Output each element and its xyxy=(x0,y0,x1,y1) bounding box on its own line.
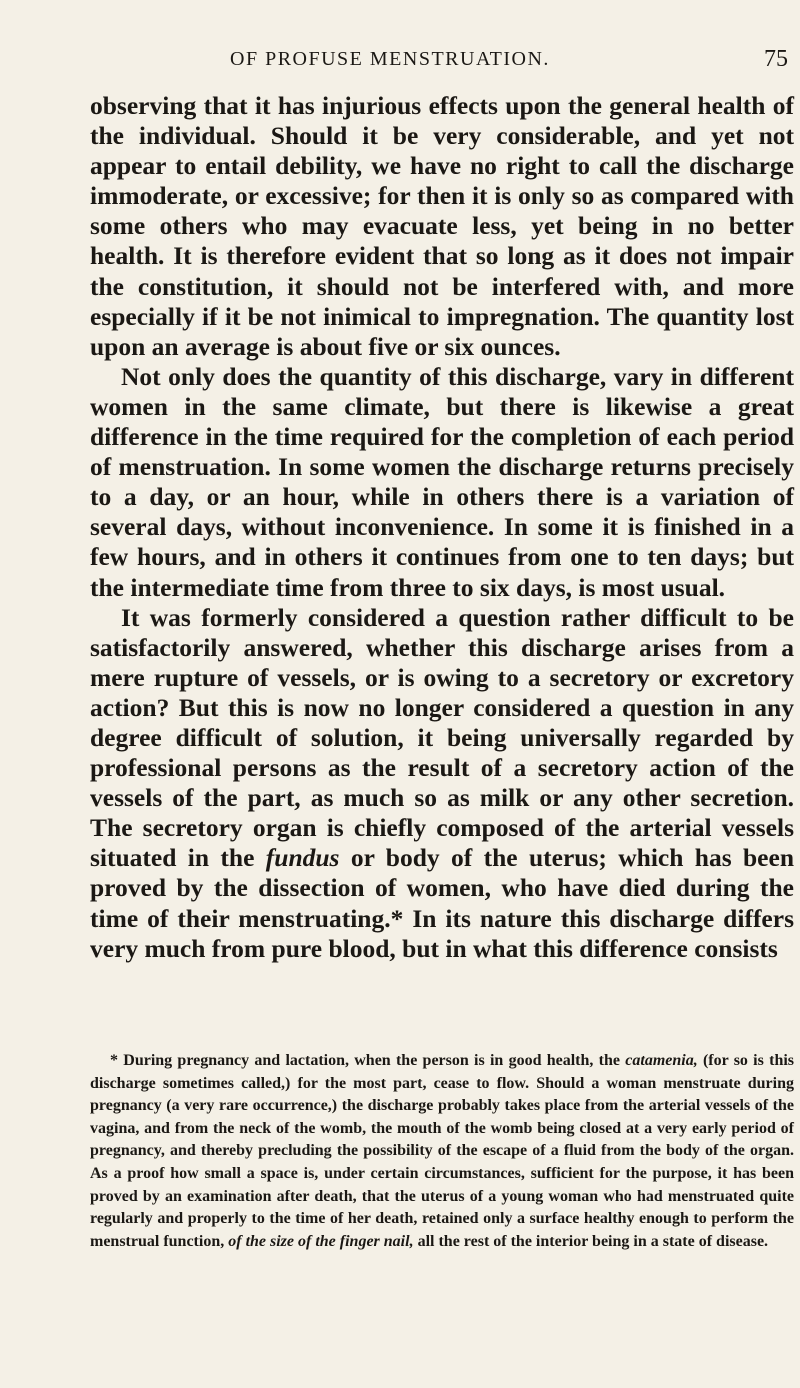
paragraph-2: Not only does the quantity of this discharge, vary in different women in the same climate, but there is likewise a great difference in the time required for the completion of each period of menstruation. In some women the discharge returns precisely to a day, or an hour, while in others there is a variation of several days, without inconvenience. In some it is finished in a few hours, and in others it continues from one to ten days; but the intermediate time from three to six days, is most usual. xyxy=(90,361,794,602)
catamenia-italic: catamenia, xyxy=(625,1052,698,1069)
running-title: OF PROFUSE MENSTRUATION. xyxy=(230,48,550,70)
paragraph-1: observing that it has injurious effects upon the general health of the individual. Should it be very considerable, and yet not appear to entail debility, we have no right to call the discharge immoderate, or excessive; for then it is only so as compared with some others who may evacuate less, yet being in no better health. It is therefore evident that so long as it does not impair the constitution, it should not be interfered with, and more especially if it be not inimical to impregnation. The quantity lost upon an average is about five or six ounces. xyxy=(90,91,794,361)
footnote-part-c: all the rest of the interior being in a state of disease. xyxy=(417,1232,769,1250)
paragraph-3 xyxy=(90,603,794,964)
fundus-italic: fundus xyxy=(265,843,340,873)
footnote xyxy=(90,1050,794,1253)
footnote-part-b: (for so is this discharge sometimes called,) for the most part, cease to flow. Should a woman menstruate during pregnancy (a very rare occurrence,) the discharge probably takes place from the arterial vessels of the vagina, and from the neck of the womb, the mouth of the womb being closed at a very early period of pregnancy, and thereby precluding the possibility of the escape of a fluid from the body of the organ. As a proof how small a space is, under certain circumstances, sufficient for the purpose, it has been proved by an examination after death, that the uterus of a young woman who had menstruated quite regularly and properly to the time of her death, retained only a surface healthy enough to perform the menstrual function, xyxy=(90,1052,795,1250)
paragraph-3-part-a: It was formerly considered a question rather difficult to be satisfactorily answered, whether this discharge arises from a mere rupture of vessels, or is owing to a secretory or excretory action? But this is now no longer considered a question in any degree difficult of solution, it being universally regarded by professional persons as the result of a secretory action of the vessels of the part, as much so as milk or any other secretion. The secretory organ is chiefly composed of the arterial vessels situated in the xyxy=(90,602,794,873)
body-text xyxy=(90,91,794,964)
paragraph-3-part-b: or body of the uterus; which has been proved by the dissection of women, who have died during the time of their menstruating.* In its nature this discharge differs very much from pure blood, but in what this difference consists xyxy=(90,843,794,963)
running-head xyxy=(90,48,788,78)
footnote-text xyxy=(90,1050,794,1253)
page-number: 75 xyxy=(764,46,788,72)
finger-nail-italic: of the size of the finger nail, xyxy=(228,1232,414,1250)
footnote-part-a: * During pregnancy and lactation, when the person is in good health, the xyxy=(110,1052,620,1069)
